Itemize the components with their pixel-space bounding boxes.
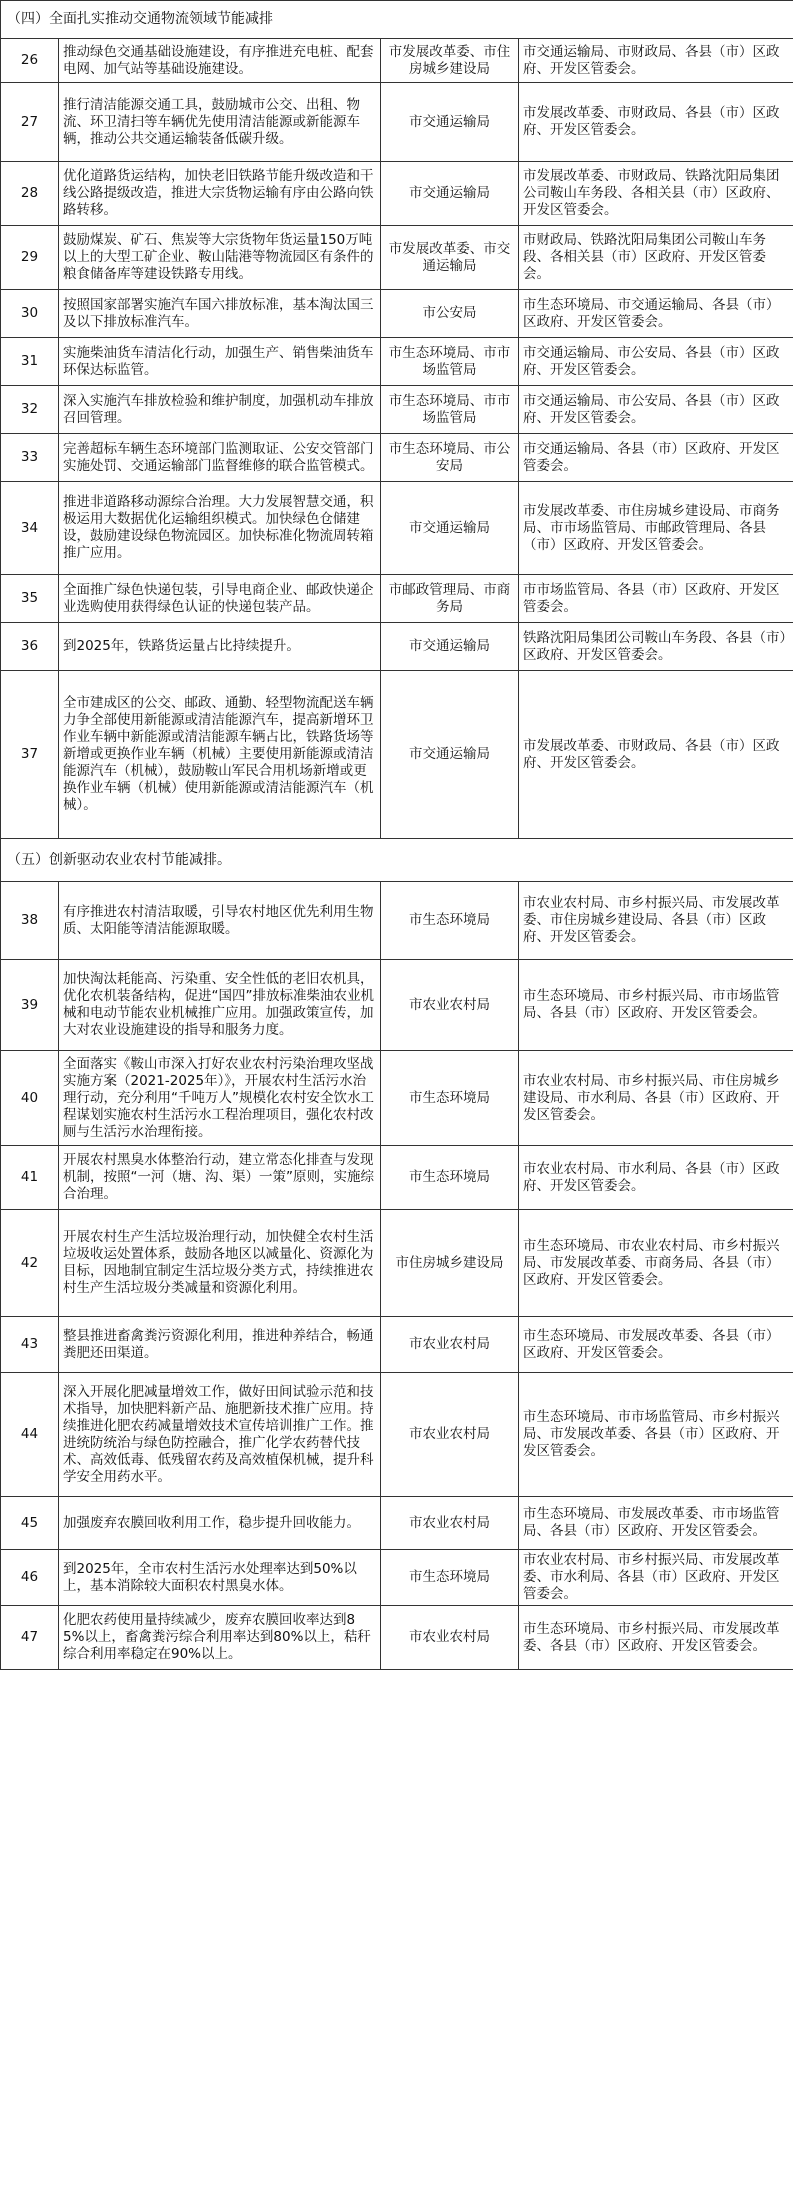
cooperating-units: 市交通运输局、市公安局、各县（市）区政府、开发区管委会。 [519, 338, 793, 386]
row-number: 34 [1, 482, 59, 575]
lead-unit: 市生态环境局 [381, 1550, 519, 1606]
task-measure: 加强废弃农膜回收利用工作，稳步提升回收能力。 [59, 1497, 381, 1550]
lead-unit: 市交通运输局 [381, 671, 519, 839]
row-number: 29 [1, 226, 59, 290]
row-number: 36 [1, 623, 59, 671]
task-measure: 完善超标车辆生态环境部门监测取证、公安交管部门实施处罚、交通运输部门监督维修的联合监管模式。 [59, 434, 381, 482]
cooperating-units: 市生态环境局、市交通运输局、各县（市）区政府、开发区管委会。 [519, 290, 793, 338]
row-number: 43 [1, 1317, 59, 1373]
cooperating-units: 市发展改革委、市财政局、铁路沈阳局集团公司鞍山车务段、各相关县（市）区政府、开发区管委会。 [519, 162, 793, 226]
cooperating-units: 市市场监管局、各县（市）区政府、开发区管委会。 [519, 575, 793, 623]
cooperating-units: 铁路沈阳局集团公司鞍山车务段、各县（市）区政府、开发区管委会。 [519, 623, 793, 671]
table-row [1, 623, 793, 671]
task-measure: 到2025年，铁路货运量占比持续提升。 [59, 623, 381, 671]
row-number: 47 [1, 1606, 59, 1670]
table-row [1, 1146, 793, 1210]
row-number: 32 [1, 386, 59, 434]
lead-unit: 市发展改革委、市住房城乡建设局 [381, 39, 519, 83]
lead-unit: 市发展改革委、市交通运输局 [381, 226, 519, 290]
row-number: 31 [1, 338, 59, 386]
lead-unit: 市农业农村局 [381, 1606, 519, 1670]
cooperating-units: 市农业农村局、市乡村振兴局、市发展改革委、市水利局、各县（市）区政府、开发区管委会。 [519, 1550, 793, 1606]
row-number: 38 [1, 882, 59, 960]
row-number: 42 [1, 1210, 59, 1317]
cooperating-units: 市财政局、铁路沈阳局集团公司鞍山车务段、各相关县（市）区政府、开发区管委会。 [519, 226, 793, 290]
task-table-body [1, 1, 793, 1670]
table-row [1, 1373, 793, 1497]
table-row [1, 386, 793, 434]
lead-unit: 市交通运输局 [381, 482, 519, 575]
table-row [1, 1317, 793, 1373]
table-row [1, 1051, 793, 1146]
cooperating-units: 市农业农村局、市乡村振兴局、市发展改革委、市住房城乡建设局、各县（市）区政府、开发区管委会。 [519, 882, 793, 960]
task-measure: 推行清洁能源交通工具，鼓励城市公交、出租、物流、环卫清扫等车辆优先使用清洁能源或新能源车辆，推动公共交通运输装备低碳升级。 [59, 83, 381, 162]
row-number: 44 [1, 1373, 59, 1497]
table-row [1, 226, 793, 290]
task-measure: 实施柴油货车清洁化行动，加强生产、销售柴油货车环保达标监管。 [59, 338, 381, 386]
row-number: 45 [1, 1497, 59, 1550]
table-row [1, 1606, 793, 1670]
task-measure: 到2025年，全市农村生活污水处理率达到50%以上，基本消除较大面积农村黑臭水体。 [59, 1550, 381, 1606]
task-measure: 全面落实《鞍山市深入打好农业农村污染治理攻坚战实施方案（2021-2025年）》，开展农村生活污水治理行动，充分利用“千吨万人”规模化农村安全饮水工程谋划实施农村生活污水工程治理项目，强化农村改厕与生活污水治理衔接。 [59, 1051, 381, 1146]
section-heading: （四）全面扎实推动交通物流领域节能减排 [1, 1, 793, 39]
table-row [1, 882, 793, 960]
lead-unit: 市生态环境局、市市场监管局 [381, 386, 519, 434]
task-measure: 优化道路货运结构，加快老旧铁路节能升级改造和干线公路提级改造，推进大宗货物运输有序由公路向铁路转移。 [59, 162, 381, 226]
table-row [1, 1497, 793, 1550]
lead-unit: 市住房城乡建设局 [381, 1210, 519, 1317]
row-number: 39 [1, 960, 59, 1051]
cooperating-units: 市发展改革委、市住房城乡建设局、市商务局、市市场监管局、市邮政管理局、各县（市）区政府、开发区管委会。 [519, 482, 793, 575]
task-measure: 深入开展化肥减量增效工作，做好田间试验示范和技术指导，加快肥料新产品、施肥新技术推广应用。持续推进化肥农药减量增效技术宣传培训推广工作。推进统防统治与绿色防控融合，推广化学农药替代技术、高效低毒、低残留农药及高效植保机械，提升科学安全用药水平。 [59, 1373, 381, 1497]
table-row [1, 338, 793, 386]
task-measure: 全面推广绿色快递包装，引导电商企业、邮政快递企业选购使用获得绿色认证的快递包装产品。 [59, 575, 381, 623]
row-number: 33 [1, 434, 59, 482]
task-measure: 深入实施汽车排放检验和维护制度，加强机动车排放召回管理。 [59, 386, 381, 434]
cooperating-units: 市生态环境局、市发展改革委、市市场监管局、各县（市）区政府、开发区管委会。 [519, 1497, 793, 1550]
table-row [1, 671, 793, 839]
row-number: 30 [1, 290, 59, 338]
task-measure: 化肥农药使用量持续减少，废弃农膜回收率达到85%以上，畜禽粪污综合利用率达到80%以上，秸秆综合利用率稳定在90%以上。 [59, 1606, 381, 1670]
cooperating-units: 市发展改革委、市财政局、各县（市）区政府、开发区管委会。 [519, 671, 793, 839]
lead-unit: 市生态环境局 [381, 1051, 519, 1146]
lead-unit: 市生态环境局、市市场监管局 [381, 338, 519, 386]
row-number: 40 [1, 1051, 59, 1146]
cooperating-units: 市生态环境局、市发展改革委、各县（市）区政府、开发区管委会。 [519, 1317, 793, 1373]
task-measure: 全市建成区的公交、邮政、通勤、轻型物流配送车辆力争全部使用新能源或清洁能源汽车，提高新增环卫作业车辆中新能源或清洁能源车辆占比，铁路货场等新增或更换作业车辆（机械）主要使用新能源或清洁能源汽车（机械），鼓励鞍山军民合用机场新增或更换作业车辆（机械）使用新能源或清洁能源汽车（机械）。 [59, 671, 381, 839]
table-row [1, 1210, 793, 1317]
row-number: 35 [1, 575, 59, 623]
task-measure: 整县推进畜禽粪污资源化利用，推进种养结合，畅通粪肥还田渠道。 [59, 1317, 381, 1373]
task-measure: 按照国家部署实施汽车国六排放标准，基本淘汰国三及以下排放标准汽车。 [59, 290, 381, 338]
cooperating-units: 市生态环境局、市乡村振兴局、市市场监管局、各县（市）区政府、开发区管委会。 [519, 960, 793, 1051]
row-number: 46 [1, 1550, 59, 1606]
table-row [1, 83, 793, 162]
task-measure: 加快淘汰耗能高、污染重、安全性低的老旧农机具，优化农机装备结构，促进“国四”排放标准柴油农业机械和电动节能农业机械推广应用。加强政策宣传，加大对农业设施建设的指导和服务力度。 [59, 960, 381, 1051]
table-row [1, 960, 793, 1051]
cooperating-units: 市生态环境局、市农业农村局、市乡村振兴局、市发展改革委、市商务局、各县（市）区政府、开发区管委会。 [519, 1210, 793, 1317]
table-row [1, 1550, 793, 1606]
section-row [1, 1, 793, 39]
table-row [1, 575, 793, 623]
lead-unit: 市农业农村局 [381, 960, 519, 1051]
cooperating-units: 市生态环境局、市市场监管局、市乡村振兴局、市发展改革委、各县（市）区政府、开发区管委会。 [519, 1373, 793, 1497]
lead-unit: 市交通运输局 [381, 162, 519, 226]
row-number: 37 [1, 671, 59, 839]
lead-unit: 市农业农村局 [381, 1497, 519, 1550]
lead-unit: 市公安局 [381, 290, 519, 338]
cooperating-units: 市农业农村局、市乡村振兴局、市住房城乡建设局、市水利局、各县（市）区政府、开发区管委会。 [519, 1051, 793, 1146]
row-number: 27 [1, 83, 59, 162]
lead-unit: 市生态环境局、市公安局 [381, 434, 519, 482]
row-number: 41 [1, 1146, 59, 1210]
task-measure: 推动绿色交通基础设施建设，有序推进充电桩、配套电网、加气站等基础设施建设。 [59, 39, 381, 83]
cooperating-units: 市交通运输局、各县（市）区政府、开发区管委会。 [519, 434, 793, 482]
cooperating-units: 市生态环境局、市乡村振兴局、市发展改革委、各县（市）区政府、开发区管委会。 [519, 1606, 793, 1670]
cooperating-units: 市交通运输局、市公安局、各县（市）区政府、开发区管委会。 [519, 386, 793, 434]
task-measure: 有序推进农村清洁取暖，引导农村地区优先利用生物质、太阳能等清洁能源取暖。 [59, 882, 381, 960]
task-measure: 鼓励煤炭、矿石、焦炭等大宗货物年货运量150万吨以上的大型工矿企业、鞍山陆港等物流园区有条件的粮食储备库等建设铁路专用线。 [59, 226, 381, 290]
cooperating-units: 市发展改革委、市财政局、各县（市）区政府、开发区管委会。 [519, 83, 793, 162]
section-heading: （五）创新驱动农业农村节能减排。 [1, 839, 793, 882]
row-number: 28 [1, 162, 59, 226]
task-measure: 推进非道路移动源综合治理。大力发展智慧交通，积极运用大数据优化运输组织模式。加快绿色仓储建设，鼓励建设绿色物流园区。加快标准化物流周转箱推广应用。 [59, 482, 381, 575]
lead-unit: 市生态环境局 [381, 1146, 519, 1210]
table-row [1, 482, 793, 575]
table-row [1, 39, 793, 83]
table-row [1, 434, 793, 482]
lead-unit: 市生态环境局 [381, 882, 519, 960]
lead-unit: 市农业农村局 [381, 1373, 519, 1497]
task-measure: 开展农村生产生活垃圾治理行动，加快健全农村生活垃圾收运处置体系，鼓励各地区以减量化、资源化为目标，因地制宜制定生活垃圾分类方式，持续推进农村生产生活垃圾分类减量和资源化利用。 [59, 1210, 381, 1317]
task-measure: 开展农村黑臭水体整治行动，建立常态化排查与发现机制，按照“一河（塘、沟、渠）一策”原则，实施综合治理。 [59, 1146, 381, 1210]
cooperating-units: 市交通运输局、市财政局、各县（市）区政府、开发区管委会。 [519, 39, 793, 83]
cooperating-units: 市农业农村局、市水利局、各县（市）区政府、开发区管委会。 [519, 1146, 793, 1210]
lead-unit: 市交通运输局 [381, 623, 519, 671]
lead-unit: 市邮政管理局、市商务局 [381, 575, 519, 623]
table-row [1, 290, 793, 338]
lead-unit: 市农业农村局 [381, 1317, 519, 1373]
section-row [1, 839, 793, 882]
lead-unit: 市交通运输局 [381, 83, 519, 162]
table-row [1, 162, 793, 226]
row-number: 26 [1, 39, 59, 83]
